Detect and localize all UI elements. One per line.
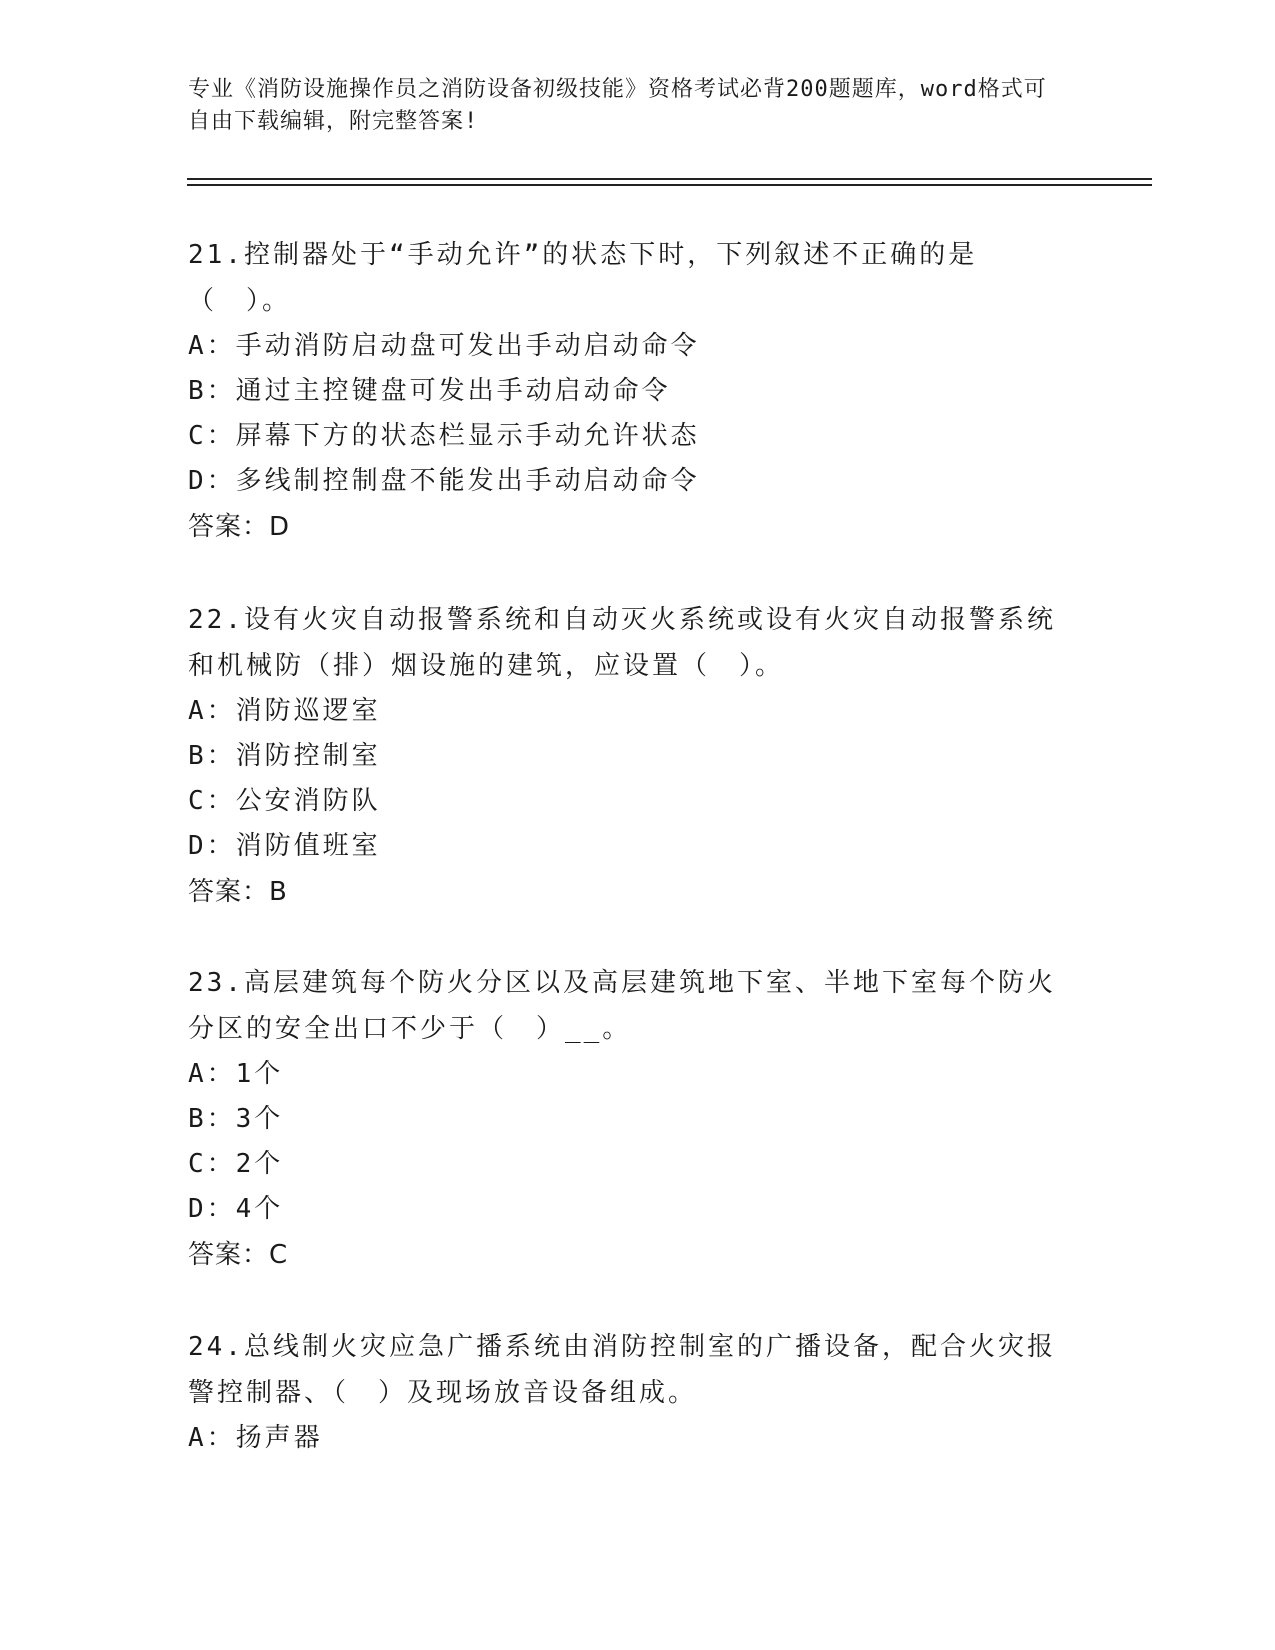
option-a: A：1个	[188, 1059, 284, 1089]
option-a: A：消防巡逻室	[188, 696, 381, 726]
option-c: C：公安消防队	[188, 786, 381, 816]
option-c: C：屏幕下方的状态栏显示手动允许状态	[188, 421, 700, 451]
question-24	[188, 1324, 1068, 1461]
answer: 答案：C	[188, 1240, 289, 1270]
question-21	[188, 232, 1068, 550]
question-stem: 23.高层建筑每个防火分区以及高层建筑地下室、半地下室每个防火分区的安全出口不少于（ ）__。	[188, 968, 1056, 1044]
question-23	[188, 960, 1068, 1278]
option-a: A：扬声器	[188, 1423, 323, 1453]
question-22	[188, 597, 1068, 915]
question-stem: 21.控制器处于“手动允许”的状态下时，下列叙述不正确的是（ ）。	[188, 240, 978, 316]
question-stem: 24.总线制火灾应急广播系统由消防控制室的广播设备，配合火灾报警控制器、（ ）及现场放音设备组成。	[188, 1332, 1056, 1408]
option-d: D：多线制控制盘不能发出手动启动命令	[188, 466, 700, 496]
answer: 答案：D	[188, 512, 291, 542]
option-c: C：2个	[188, 1149, 284, 1179]
document-header: 专业《消防设施操作员之消防设备初级技能》资格考试必背200题题库，word格式可自由下载编辑，附完整答案!	[188, 77, 1047, 134]
option-d: D：4个	[188, 1194, 284, 1224]
option-b: B：3个	[188, 1104, 284, 1134]
header-divider-bottom	[187, 184, 1152, 186]
header-divider-top	[187, 178, 1152, 180]
answer: 答案：B	[188, 877, 288, 907]
question-stem: 22.设有火灾自动报警系统和自动灭火系统或设有火灾自动报警系统和机械防（排）烟设施的建筑，应设置（ ）。	[188, 605, 1056, 681]
option-b: B：消防控制室	[188, 741, 381, 771]
option-a: A：手动消防启动盘可发出手动启动命令	[188, 331, 700, 361]
option-b: B：通过主控键盘可发出手动启动命令	[188, 376, 671, 406]
option-d: D：消防值班室	[188, 831, 381, 861]
